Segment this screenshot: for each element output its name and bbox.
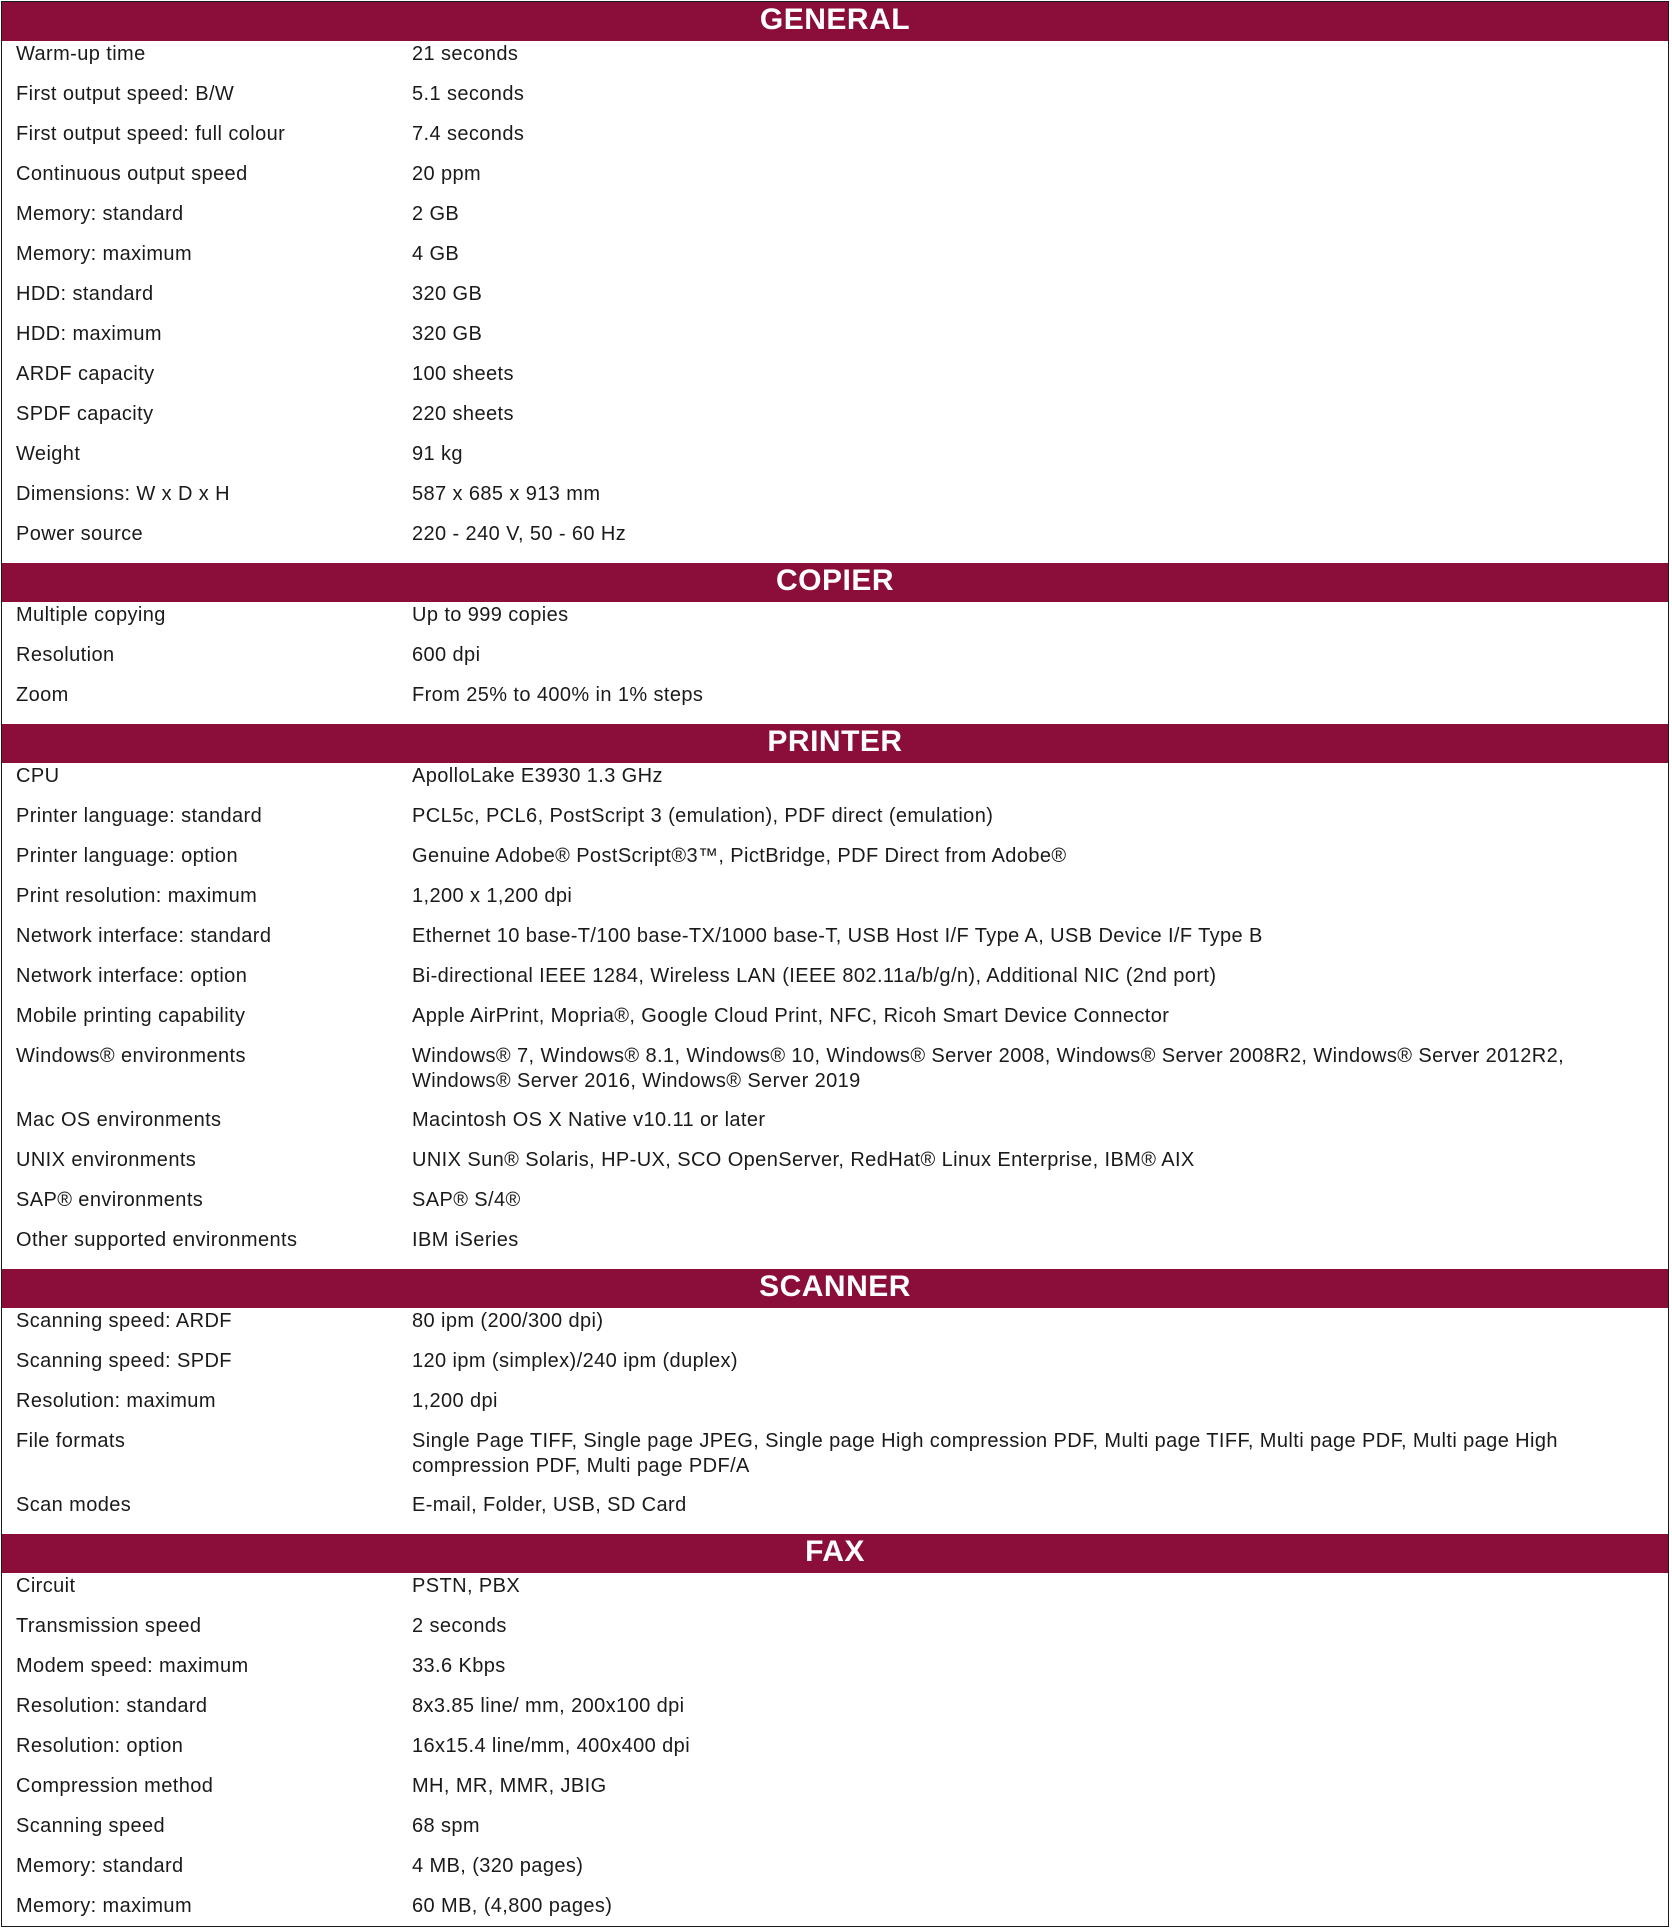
spec-label: Scan modes bbox=[16, 1494, 132, 1516]
spec-label: UNIX environments bbox=[16, 1149, 197, 1171]
spec-label: Multiple copying bbox=[16, 604, 166, 626]
spec-label: Resolution bbox=[16, 644, 115, 666]
spec-label: Memory: maximum bbox=[16, 1895, 193, 1917]
spec-value: Apple AirPrint, Mopria®, Google Cloud Print, NFC, Ricoh Smart Device Connector bbox=[412, 1005, 1170, 1027]
spec-row bbox=[2, 1388, 1668, 1428]
spec-value: 2 seconds bbox=[412, 1615, 507, 1637]
spec-row bbox=[2, 121, 1668, 161]
spec-label: Other supported environments bbox=[16, 1229, 298, 1251]
spec-row bbox=[2, 803, 1668, 843]
spec-value: 7.4 seconds bbox=[412, 123, 525, 145]
spec-value: 5.1 seconds bbox=[412, 83, 525, 105]
spec-row bbox=[2, 281, 1668, 321]
spec-value: 68 spm bbox=[412, 1815, 480, 1837]
spec-rows bbox=[2, 41, 1668, 563]
section-header: SCANNER bbox=[2, 1269, 1668, 1308]
spec-label: Compression method bbox=[16, 1775, 214, 1797]
spec-row bbox=[2, 1107, 1668, 1147]
spec-value: 1,200 dpi bbox=[412, 1390, 498, 1412]
spec-value: 600 dpi bbox=[412, 644, 481, 666]
spec-label: ARDF capacity bbox=[16, 363, 155, 385]
spec-row bbox=[2, 1773, 1668, 1813]
spec-row bbox=[2, 1003, 1668, 1043]
spec-row bbox=[2, 1308, 1668, 1348]
spec-label: Mobile printing capability bbox=[16, 1005, 246, 1027]
section-printer bbox=[2, 724, 1668, 1269]
spec-label: Resolution: standard bbox=[16, 1695, 208, 1717]
spec-row bbox=[2, 1428, 1668, 1492]
spec-row bbox=[2, 1227, 1668, 1267]
spec-value: 220 sheets bbox=[412, 403, 514, 425]
spec-row bbox=[2, 81, 1668, 121]
spec-label: Modem speed: maximum bbox=[16, 1655, 249, 1677]
spec-label: Scanning speed bbox=[16, 1815, 166, 1837]
spec-value: Macintosh OS X Native v10.11 or later bbox=[412, 1109, 766, 1131]
spec-row bbox=[2, 161, 1668, 201]
spec-label: Mac OS environments bbox=[16, 1109, 222, 1131]
spec-row bbox=[2, 321, 1668, 361]
spec-row bbox=[2, 521, 1668, 561]
spec-value: From 25% to 400% in 1% steps bbox=[412, 684, 704, 706]
spec-row bbox=[2, 441, 1668, 481]
section-fax bbox=[2, 1534, 1668, 1927]
spec-label: Zoom bbox=[16, 684, 69, 706]
spec-value: 1,200 x 1,200 dpi bbox=[412, 885, 573, 907]
spec-value: 320 GB bbox=[412, 283, 483, 305]
spec-value: 33.6 Kbps bbox=[412, 1655, 506, 1677]
spec-value: Up to 999 copies bbox=[412, 604, 569, 626]
spec-value: MH, MR, MMR, JBIG bbox=[412, 1775, 607, 1797]
spec-value: PSTN, PBX bbox=[412, 1575, 521, 1597]
spec-label: Scanning speed: ARDF bbox=[16, 1310, 232, 1332]
spec-value: Ethernet 10 base-T/100 base-TX/1000 base-T, USB Host I/F Type A, USB Device I/F Type B bbox=[412, 925, 1263, 947]
spec-value: 4 MB, (320 pages) bbox=[412, 1855, 584, 1877]
spec-row bbox=[2, 1043, 1668, 1107]
spec-row bbox=[2, 1348, 1668, 1388]
spec-label: Print resolution: maximum bbox=[16, 885, 258, 907]
spec-label: Network interface: option bbox=[16, 965, 248, 987]
spec-row bbox=[2, 1187, 1668, 1227]
spec-row bbox=[2, 1653, 1668, 1693]
spec-row bbox=[2, 883, 1668, 923]
spec-value: Genuine Adobe® PostScript®3™, PictBridge, PDF Direct from Adobe® bbox=[412, 845, 1067, 867]
spec-label: Scanning speed: SPDF bbox=[16, 1350, 232, 1372]
spec-label: Weight bbox=[16, 443, 81, 465]
spec-rows bbox=[2, 1573, 1668, 1927]
spec-value: ApolloLake E3930 1.3 GHz bbox=[412, 765, 663, 787]
spec-value: 120 ipm (simplex)/240 ipm (duplex) bbox=[412, 1350, 738, 1372]
spec-value: 80 ipm (200/300 dpi) bbox=[412, 1310, 604, 1332]
spec-value: 60 MB, (4,800 pages) bbox=[412, 1895, 613, 1917]
spec-label: Memory: standard bbox=[16, 203, 184, 225]
spec-row bbox=[2, 1613, 1668, 1653]
spec-value: 220 - 240 V, 50 - 60 Hz bbox=[412, 523, 627, 545]
spec-value: UNIX Sun® Solaris, HP-UX, SCO OpenServer, RedHat® Linux Enterprise, IBM® AIX bbox=[412, 1149, 1195, 1171]
spec-row bbox=[2, 201, 1668, 241]
spec-value: Windows® 7, Windows® 8.1, Windows® 10, Windows® Server 2008, Windows® Server 2008R2, Windows® Server 2012R2, Windows® Server 2016, Windows® Server 2019 bbox=[412, 1045, 1565, 1092]
section-copier bbox=[2, 563, 1668, 724]
spec-value: Single Page TIFF, Single page JPEG, Single page High compression PDF, Multi page TIFF, Multi page PDF, Multi page High compression PDF, Multi page PDF/A bbox=[412, 1430, 1558, 1477]
spec-value: 587 x 685 x 913 mm bbox=[412, 483, 601, 505]
spec-row bbox=[2, 401, 1668, 441]
spec-label: Printer language: standard bbox=[16, 805, 263, 827]
spec-rows bbox=[2, 1308, 1668, 1534]
spec-value: 91 kg bbox=[412, 443, 463, 465]
spec-row bbox=[2, 602, 1668, 642]
spec-label: First output speed: B/W bbox=[16, 83, 235, 105]
section-general bbox=[2, 2, 1668, 563]
section-scanner bbox=[2, 1269, 1668, 1534]
spec-label: Resolution: option bbox=[16, 1735, 184, 1757]
spec-value: 4 GB bbox=[412, 243, 460, 265]
spec-value: Bi-directional IEEE 1284, Wireless LAN (IEEE 802.11a/b/g/n), Additional NIC (2nd port) bbox=[412, 965, 1217, 987]
spec-label: Memory: maximum bbox=[16, 243, 193, 265]
spec-row bbox=[2, 1693, 1668, 1733]
spec-value: 320 GB bbox=[412, 323, 483, 345]
spec-label: Printer language: option bbox=[16, 845, 238, 867]
spec-row bbox=[2, 963, 1668, 1003]
section-header: FAX bbox=[2, 1534, 1668, 1573]
spec-row bbox=[2, 41, 1668, 81]
section-header: GENERAL bbox=[2, 2, 1668, 41]
spec-value: 16x15.4 line/mm, 400x400 dpi bbox=[412, 1735, 691, 1757]
spec-label: SPDF capacity bbox=[16, 403, 154, 425]
spec-value: 2 GB bbox=[412, 203, 460, 225]
spec-sheet bbox=[1, 1, 1669, 1927]
spec-row bbox=[2, 763, 1668, 803]
spec-label: SAP® environments bbox=[16, 1189, 204, 1211]
spec-rows bbox=[2, 602, 1668, 724]
spec-label: HDD: maximum bbox=[16, 323, 162, 345]
spec-value: SAP® S/4® bbox=[412, 1189, 521, 1211]
spec-label: Resolution: maximum bbox=[16, 1390, 216, 1412]
spec-row bbox=[2, 361, 1668, 401]
spec-value: E-mail, Folder, USB, SD Card bbox=[412, 1494, 687, 1516]
spec-label: First output speed: full colour bbox=[16, 123, 286, 145]
section-header: COPIER bbox=[2, 563, 1668, 602]
spec-label: File formats bbox=[16, 1430, 126, 1452]
spec-row bbox=[2, 1853, 1668, 1893]
spec-row bbox=[2, 843, 1668, 883]
spec-value: 100 sheets bbox=[412, 363, 514, 385]
spec-value: 8x3.85 line/ mm, 200x100 dpi bbox=[412, 1695, 685, 1717]
spec-value: PCL5c, PCL6, PostScript 3 (emulation), PDF direct (emulation) bbox=[412, 805, 994, 827]
spec-row bbox=[2, 1492, 1668, 1532]
spec-label: Warm-up time bbox=[16, 43, 146, 65]
spec-label: CPU bbox=[16, 765, 60, 787]
spec-label: Power source bbox=[16, 523, 144, 545]
spec-label: Continuous output speed bbox=[16, 163, 248, 185]
spec-row bbox=[2, 241, 1668, 281]
section-header: PRINTER bbox=[2, 724, 1668, 763]
spec-row bbox=[2, 682, 1668, 722]
spec-label: HDD: standard bbox=[16, 283, 154, 305]
spec-value: 20 ppm bbox=[412, 163, 482, 185]
spec-row bbox=[2, 642, 1668, 682]
spec-value: IBM iSeries bbox=[412, 1229, 519, 1251]
spec-label: Network interface: standard bbox=[16, 925, 272, 947]
spec-row bbox=[2, 1733, 1668, 1773]
spec-value: 21 seconds bbox=[412, 43, 519, 65]
spec-label: Windows® environments bbox=[16, 1045, 246, 1067]
spec-rows bbox=[2, 763, 1668, 1269]
spec-label: Transmission speed bbox=[16, 1615, 202, 1637]
spec-row bbox=[2, 923, 1668, 963]
spec-label: Memory: standard bbox=[16, 1855, 184, 1877]
spec-row bbox=[2, 1573, 1668, 1613]
spec-row bbox=[2, 1893, 1668, 1927]
spec-row bbox=[2, 1147, 1668, 1187]
spec-row bbox=[2, 481, 1668, 521]
spec-label: Circuit bbox=[16, 1575, 76, 1597]
spec-label: Dimensions: W x D x H bbox=[16, 483, 230, 505]
spec-row bbox=[2, 1813, 1668, 1853]
